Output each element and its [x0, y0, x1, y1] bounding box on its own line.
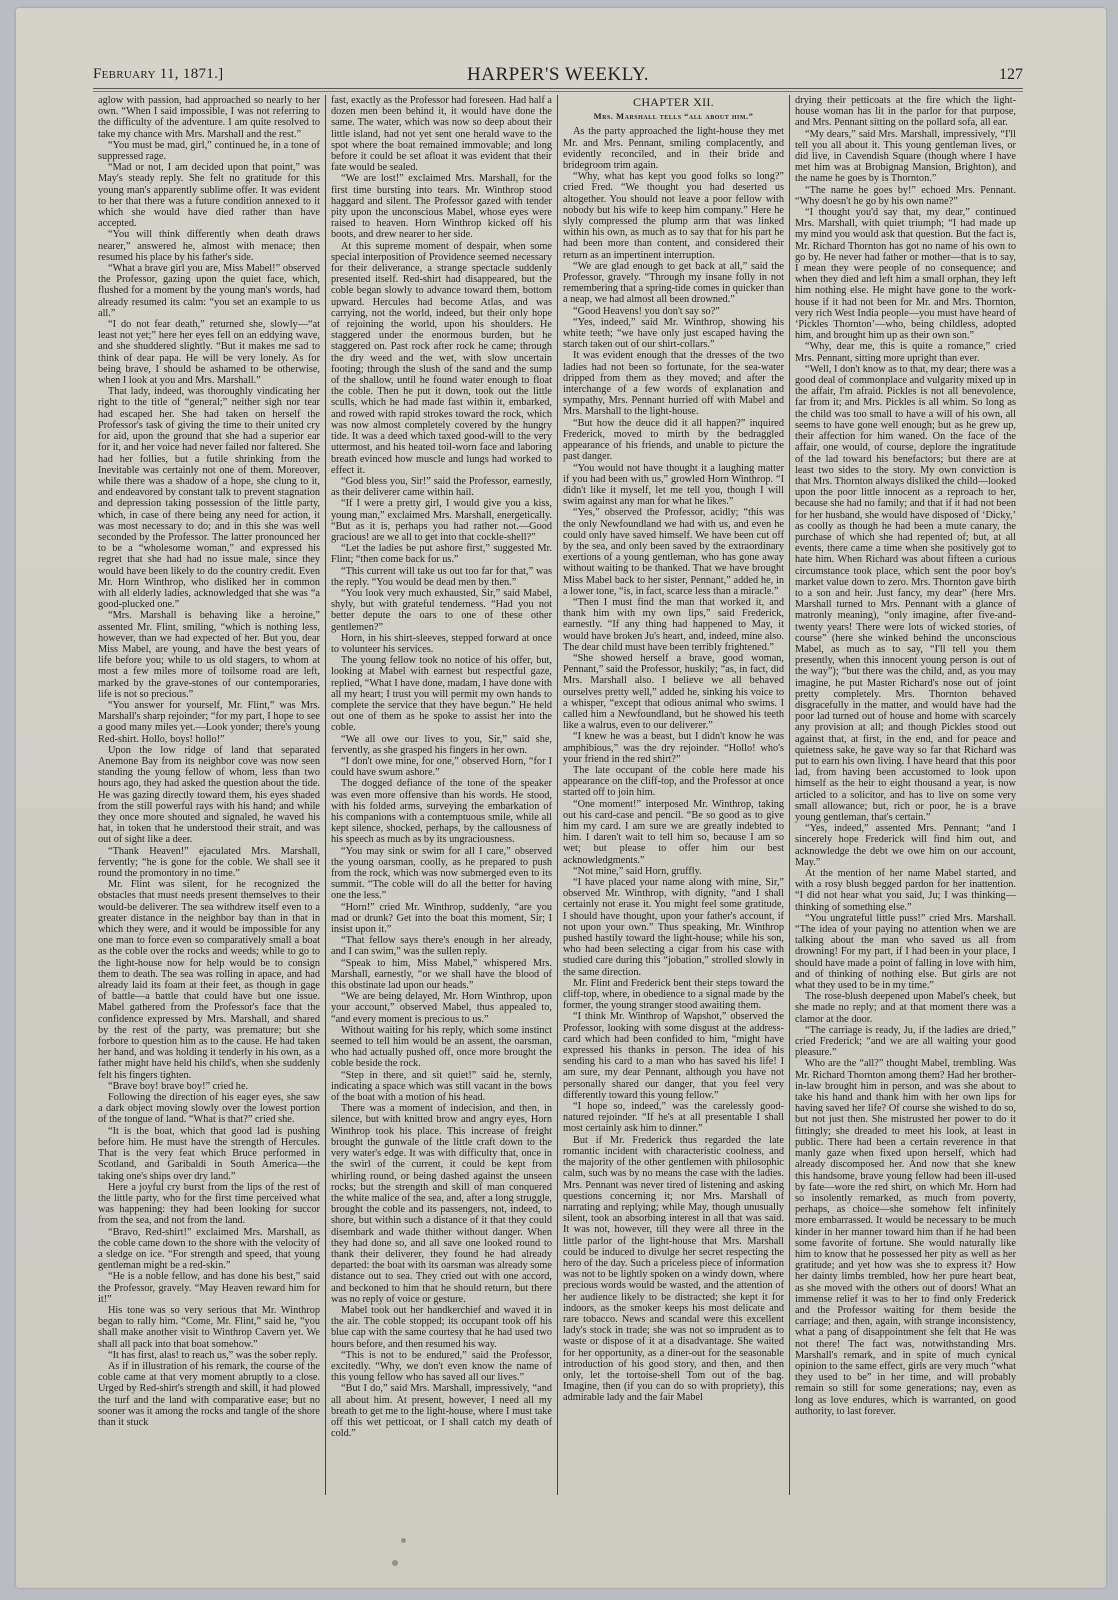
paragraph: “But I do,” said Mrs. Marshall, impressively, “and all about him. At present, however, I need all my breath to get me to the light-house, where I must take off this wet petticoat, or I shall catch my death of cold.” [331, 1383, 552, 1440]
paragraph: “Horn!” cried Mr. Winthrop, suddenly, “are you mad or drunk? Get into the boat this moment, Sir; I insist upon it.” [331, 901, 552, 936]
paragraph: “You will think differently when death draws nearer,” answered he, almost with menace; then resumed his place by his father's side. [98, 229, 320, 263]
paragraph: The rose-blush deepened upon Mabel's cheek, but she made no reply; and at that moment there was a clamor at the door. [795, 991, 1016, 1025]
paragraph: As if in illustration of his remark, the course of the coble came at that very moment abruptly to a close. Urged by Red-shirt's strength and skill, it had plowed the turf and the land with comparative ease; but no sooner was it among the rocks and tangle of the shore than it stuck [98, 1360, 320, 1428]
paragraph: “But how the deuce did it all happen?” inquired Frederick, moved to mirth by the bedraggled appearance of his friends, and unable to picture the past danger. [563, 417, 784, 463]
paragraph: “You must be mad, girl,” continued he, in a tone of suppressed rage. [98, 139, 320, 163]
paragraph: “You look very much exhausted, Sir,” said Mabel, shyly, but with grateful tenderness. “Had you not better depute the oars to one of these other gentlemen?” [331, 587, 552, 633]
paragraph: “You answer for yourself, Mr. Flint,” was Mrs. Marshall's sharp rejoinder; “for my part, I hope to see a good many miles yet.—Look yonder; there's young Red-shirt. Hollo, boys! hollo!” [98, 699, 320, 745]
paragraph: The dogged defiance of the tone of the speaker was even more offensive than his words. He stood, with his folded arms, surveying the embarkation of his companions with a contemptuous smile, while all kept silence, shocked, perhaps, by the callousness of his speech as much as by its ungraciousness. [331, 778, 552, 846]
paragraph: “Speak to him, Miss Mabel,” whispered Mrs. Marshall, earnestly, “or we shall have the blood of this obstinate lad upon our heads.” [331, 957, 552, 992]
paragraph: Mr. Flint and Frederick bent their steps toward the cliff-top, where, in obedience to a signal made by the former, the young stranger stood awaiting them. [563, 977, 784, 1012]
masthead [93, 66, 1023, 86]
paragraph: “Let the ladies be put ashore first,” suggested Mr. Flint; “then come back for us.” [331, 543, 552, 566]
paragraph: Following the direction of his eager eyes, she saw a dark object moving slowly over the lowest portion of the tongue of land. “What is that?” cried she. [98, 1092, 320, 1126]
chapter-subheading: Mrs. Marshall tells “all about him.” [593, 111, 754, 122]
paragraph: “That fellow says there's enough in her already, and I can swim,” was the sullen reply. [331, 935, 552, 958]
paragraph: His tone was so very serious that Mr. Winthrop began to rally him. “Come, Mr. Flint,” said he, “you shall make another visit to Winthrop Cavern yet. We shall all pack into that boat somehow.” [98, 1304, 320, 1350]
article-columns [93, 95, 1023, 1495]
paragraph: The late occupant of the coble here made his appearance on the cliff-top, and the Professor at once started off to join him. [563, 764, 784, 799]
column-3 [557, 95, 789, 1495]
paragraph: aglow with passion, had approached so nearly to her own. “When I said impossible, I was not referring to the difficulty of the adventure. I am quite resolved to take my chance with Mrs. Marshall and the rest.” [98, 95, 320, 140]
paragraph: “Mad or not, I am decided upon that point,” was May's steady reply. She felt no gratitude for this young man's apparently sublime offer. It was evident to her that there was a future condition annexed to it which she would have died rather than have accepted. [98, 162, 320, 230]
ink-spot [401, 1538, 406, 1543]
paragraph: “I don't owe mine, for one,” observed Horn, “for I could have swum ashore.” [331, 755, 552, 779]
paragraph: There was a moment of indecision, and then, in silence, but with knitted brow and angry eyes, Horn Winthrop took his place. This increase of freight brought the gunwale of the little craft down to the very water's edge. It was with difficulty that, once in the swirl of the current, it could be kept from whirling round, or being dashed against the unseen rocks; but the strength and skill of man conquered the white malice of the sea, and, after a long struggle, brought the coble and its passengers, not, indeed, to shore, but within such a distance of it that they could disembark and wade thither without danger. When they had done so, and all save one looked round to thank their deliverer, they found he had already departed: the boat with its oarsman was already some distance out to sea. They cried out with one accord, and beckoned to him that he should return, but there was no reply of voice or gesture. [331, 1103, 552, 1305]
paragraph: “One moment!” interposed Mr. Winthrop, taking out his card-case and pencil. “Be so good as to give him my card. I am sure we are greatly indebted to him. I daren't wait to tell him so, because I am so wet; but please to offer him our best acknowledgments.” [563, 798, 784, 866]
paragraph: “The name he goes by!” echoed Mrs. Pennant. “Why doesn't he go by his own name?” [795, 184, 1016, 207]
paragraph: Who are the “all?” thought Mabel, trembling. Was Mr. Richard Thornton among them? Had her brother-in-law brought him in person, and was she about to take his hand and thank him with her own lips for having saved her life? Of course she wished to do so, but not just then. She mistrusted her power to do it fittingly; she dreaded to meet his look, at least in public. There had been a certain reverence in that manly gaze when fixed upon herself, which had already discomposed her. And now that she knew this handsome, brave young fellow had been ill-used by fate—wore the red shirt, on which Mr. Horn had so insolently remarked, as much from poverty, perhaps, as choice—she somehow felt infinitely more embarrassed. It would be necessary to be much kinder in her manner toward him than if he had been some favorite of fortune. She would naturally like him to know that he possessed her pity as well as her gratitude; and yet how was she to express it? How her dainty limbs trembled, how her pure heart beat, as she moved with the others out of doors! What an immense relief it was to her to find only Frederick and the Professor waiting for them beside the carriage; and then, again, with strange inconsistency, what a pang of disappointment she felt that He was not there! The fact was, notwithstanding Mrs. Marshall's remark, and in spite of much cynical opinion to the same effect, girls are very much “what they used to be” in her time, and will probably remain so still for some generations; nay, even as long as love endures, which is warranted, on good authority, to last forever. [795, 1058, 1016, 1417]
ink-spot [392, 1560, 398, 1566]
paragraph: “Thank Heaven!” ejaculated Mrs. Marshall, fervently; “he is gone for the coble. We shall see it round the promontory in no time.” [98, 845, 320, 880]
paragraph: Here a joyful cry burst from the lips of the rest of the little party, who for the first time perceived what was happening: they had been looking for succor from the sea, and not from the land. [98, 1181, 320, 1227]
paragraph: “He is a noble fellow, and has done his best,” said the Professor, gravely. “May Heaven reward him for it!” [98, 1271, 320, 1305]
paragraph: “We are glad enough to get back at all,” said the Professor, gravely. “Through my insane folly in not remembering that a spring-tide comes in quicker than a neap, we had almost all been drowned.” [563, 260, 784, 306]
paragraph: drying their petticoats at the fire which the light-house woman has lit in the parlor for that purpose, and Mrs. Pennant sitting on the pollard sofa, all ear. [795, 95, 1016, 129]
paragraph: “We are lost!” exclaimed Mrs. Marshall, for the first time bursting into tears. Mr. Winthrop stood haggard and silent. The Professor gazed with tender pity upon the unconscious Mabel, whose eyes were raised to heaven. Horn Winthrop kicked off his boots, and drew nearer to her side. [331, 173, 552, 241]
column-2 [325, 95, 557, 1495]
paragraph: Without waiting for his reply, which some instinct seemed to tell him would be an assent, the oarsman, who had actually pushed off, once more brought the coble beside the rock. [331, 1024, 552, 1070]
paragraph: “This current will take us out too far for that,” was the reply. “You would be dead men by then.” [331, 565, 552, 588]
issue-date: February 11, 1871.] [93, 66, 224, 82]
paragraph: “My dears,” said Mrs. Marshall, impressively, “I'll tell you all about it. This young gentleman lives, or did live, in Cavendish Square (though where I have met him was at Brobignag Mansion, Brighton), and the name he goes by is Thornton.” [795, 128, 1016, 185]
paragraph: “I hope so, indeed,” was the carelessly good-natured rejoinder. “If he's at all presentable I shall most certainly ask him to dinner.” [563, 1101, 784, 1135]
paragraph: fast, exactly as the Professor had foreseen. Had half a dozen men been behind it, it would have done the same. The water, which was now so deep about their little island, had not yet sent one herald wave to the spot where the boat remained immovable; and long before it could be set afloat it was evident that their fate would be sealed. [331, 95, 552, 174]
paragraph: “You would not have thought it a laughing matter if you had been with us,” growled Horn Winthrop. “I didn't like it myself, let me tell you, though I will swim against any man for what he likes.” [563, 462, 784, 508]
paragraph: “Brave boy! brave boy!” cried he. [108, 1080, 249, 1092]
paragraph: That lady, indeed, was thoroughly vindicating her right to the title of “general;” neither sigh nor tear had escaped her. She had taken on herself the Professor's task of giving the time to their united cry for aid, upon the ground that she had a superior ear for it, and her voice had never failed nor faltered. She had her follies, but a futile shrinking from the Inevitable was certainly not one of them. Moreover, while there was a shadow of a hope, she clung to it, and endeavored by constant talk to prevent stagnation and depression taking possession of the little party, which, in case of there being any need for action, it was most necessary to do; and in this she was well seconded by the Professor. The latter pronounced her to be a “wholesome woman,” and expressed his regret that she had had no issue male, since they would have been likely to do the country credit. Even Mr. Horn Winthrop, who disliked her in common with all elderly ladies, acknowledged that she was “a good-plucked one.” [98, 386, 320, 611]
paragraph: At this supreme moment of despair, when some special interposition of Providence seemed necessary for their deliverance, a strange spectacle suddenly presented itself. Red-shirt had disappeared, but the coble began slowly to advance toward them, bottom upward. Hercules had become Atlas, and was carrying, not the world, indeed, but their only hope of rejoining the world, upon his shoulders. He staggered under the enormous burden, but he staggered on. Past rock after rock he came; through the dry weed and the wet, with slow uncertain footing; through the slush of the sand and the sump of the shallow, until he found water enough to float the coble. Then he put it down, took out the little sculls, which he had made fast within it, embarked, and rowed with rapid strokes toward the rock, which was now almost completely covered by the hungry tide. It was a deed which taxed good-will to the very uttermost, and his heated toil-worn face and laboring breath evinced how muscle and lungs had worked to effect it. [331, 240, 552, 476]
paragraph: “We are being delayed, Mr. Horn Winthrop, upon your account,” observed Mabel, thus appealed to, “and every moment is precious to us.” [331, 991, 552, 1025]
paragraph: “What a brave girl you are, Miss Mabel!” observed the Professor, gazing upon the quiet face, which, flushed for a moment by the young man's words, had already resumed its calm: “you set an example to us all.” [98, 263, 320, 319]
paragraph: As the party approached the light-house they met Mr. and Mrs. Pennant, smiling complacently, and evidently reconciled, and in their bride and bridegroom trim again. [563, 126, 784, 172]
publication-title: HARPER'S WEEKLY. [467, 64, 649, 85]
paragraph: “I do not fear death,” returned she, slowly—“at least not yet;” here her eyes fell on an eddying wave, and she shuddered slightly. “But it makes me sad to think of dear papa. He will be very lonely. As for being brave, I should be ashamed to be otherwise, when I look at you and Mrs. Marshall.” [98, 319, 320, 387]
paragraph: “The carriage is ready, Ju, if the ladies are dried,” cried Frederick; “and we are all waiting your good pleasure.” [795, 1024, 1016, 1059]
column-1 [93, 95, 325, 1495]
paragraph: “This is not to be endured,” said the Professor, excitedly. “Why, we don't even know the name of this young fellow who has saved all our lives.” [331, 1349, 552, 1384]
paragraph: “We all owe our lives to you, Sir,” said she, fervently, as she grasped his fingers in her own. [331, 733, 552, 756]
paragraph: “Well, I don't know as to that, my dear; there was a good deal of commonplace and vulgarity mixed up in the affair, I'm afraid. Pickles is not all benevolence, far from it; and Mrs. Pickles is all whim. So long as the child was too small to have a will of his own, all seems to have gone well enough; but as he grew up, their affection for him waned. On the face of the affair, one would, of course, deplore the ingratitude of the lad toward his benefactors; but there are at least two sides to the story. My own conviction is that Mrs. Thornton always disliked the child—looked upon the poor little innocent as a reproach to her, because she had no family; and that if it had not been for her husband, she would have disposed of ‘Dicky,’ as coolly as though he had been a mute canary, the purchase of which she had repented of; but, at all events, there came a time when she positively got to hate him. When Richard was about fifteen a curious circumstance took place, which sent the poor boy's market value down to zero. Mrs. Thornton gave birth to a son and heir. Just fancy, my dear” (here Mrs. Marshall turned to Mrs. Pennant with a glance of matronly meaning), “only imagine, after five-and-twenty years! There were lots of wicked stories, of course” (here she winked behind the unconscious Mabel, as much as to say, “I'll tell you them presently, when this innocent young person is out of the way”); “but there was the child, and, as you may imagine, he put Master Richard's nose out of joint pretty completely. Mrs. Thornton behaved disgracefully in the matter, and would have had the poor lad turned out of house and home with scarcely any provision at all; and though Pickles stood out against that, at first, in the end, and for peace and quietness sake, he gave way so far that Richard was put to earn his own living. I have heard that this poor lad, from having been accustomed to look upon himself as the heir to eight thousand a year, is now articled to a solicitor, and has to live on some very small allowance; but, rich or poor, he is a brave young gentleman, that's certain.” [795, 363, 1016, 823]
paragraph: “Why, dear me, this is quite a romance,” cried Mrs. Pennant, sitting more upright than ever. [795, 341, 1016, 364]
paragraph: “You ungrateful little puss!” cried Mrs. Marshall. “The idea of your paying no attention when we are talking about the man who saved us all from drowning! For my part, if I had been in your place, I should have made a point of falling in love with him, and of thinking of nothing else. But girls are not what they used to be in my time.” [795, 912, 1016, 992]
column-4 [789, 95, 1021, 1495]
paragraph: “You may sink or swim for all I care,” observed the young oarsman, coolly, as he prepared to push from the rock, which was now submerged even to its summit. “The coble will do all the better for having one the less.” [331, 845, 552, 902]
paragraph: “If I were a pretty girl, I would give you a kiss, young man,” exclaimed Mrs. Marshall, energetically. “But as it is, perhaps you had rather not.—Good gracious! are we all to get into that cockle-shell?” [331, 498, 552, 543]
paragraph: It was evident enough that the dresses of the two ladies had not been so fortunate, for the sea-water dripped from them as they moved; and after the interchange of a few words of explanation and sympathy, Mrs. Pennant hurried off with Mabel and Mrs. Marshall to the light-house. [563, 350, 784, 418]
paragraph: Mabel took out her handkerchief and waved it in the air. The coble stopped; its occupant took off his blue cap with the same courtesy that he had used two hours before, and then resumed his way. [331, 1304, 552, 1350]
paragraph: “Yes,” observed the Professor, acidly; “this was the only Newfoundland we had with us, and even he could only have saved himself. We have been cut off by the sea, and only been saved by the extraordinary exertions of a young gentleman, who has gone away without waiting to be thanked. That we have brought Miss Mabel back to her sister, Pennant,” added he, in a lower tone, “is, in fact, scarce less than a miracle.” [563, 507, 784, 597]
paragraph: Upon the low ridge of land that separated Anemone Bay from its neighbor cove was now seen standing the young fellow of whom, less than two hours ago, they had asked the question about the tide. He was gazing directly toward them, his eyes shaded from the still powerful rays with his hand; and while they once more shouted and signaled, he waved his hat, in token that he understood their strait, and was out of sight like a deer. [98, 744, 320, 846]
paragraph: The young fellow took no notice of his offer, but, looking at Mabel with earnest but respectful gaze, replied, “What I have done, madam, I have done with all my heart; I trust you will permit my own hands to complete the service that they have begun.” He held out one of them as he spoke to assist her into the coble. [331, 655, 552, 734]
paragraph: “I think Mr. Winthrop of Wapshot,” observed the Professor, looking with some disgust at the address-card which had been confided to him, “might have expressed his thanks in person. The idea of his sending his card to a man who has saved his life! I am sure, my dear Pennant, although you have not personally shared our danger, that you feel very differently toward this young fellow.” [563, 1011, 784, 1101]
paragraph: “It has first, alas! to reach us,” was the sober reply. [108, 1349, 318, 1361]
paragraph: Horn, in his shirt-sleeves, stepped forward at once to volunteer his services. [331, 632, 552, 655]
paragraph: “God bless you, Sir!” said the Professor, earnestly, as their deliverer came within hail. [331, 475, 552, 499]
paragraph: “Then I must find the man that worked it, and thank him with my own lips,” said Frederick, earnestly. “If any thing had happened to May, it would have broken Ju's heart, and, indeed, mine also. The dear child must have been terribly frightened.” [563, 596, 784, 653]
paragraph: Mr. Flint was silent, for he recognized the obstacles that must needs present themselves to their would-be deliverer. The sea withdrew itself even to a greater distance in the neighbor bay than in that in which they were, and it would be impossible for any one man to force even so comparatively small a boat as the coble over the rocks and weeds; while to go to the light-house now for help would be to consign them to death. The sea was rolling in apace, and had already laid its foam at their feet, as though in gage of battle—a battle that could have but one issue. Mabel gathered from the Professor's face that the confidence expressed by Mrs. Marshall, and shared by the rest of the party, was premature; but she forbore to question him as to the cause. He had taken her hand, and was holding it tenderly in his own, as a father might have held his child's, when she suddenly felt his fingers tighten. [98, 879, 320, 1081]
masthead-rule [93, 88, 1023, 89]
masthead-rule [93, 91, 1023, 92]
paragraph: “Step in there, and sit quiet!” said he, sternly, indicating a space which was still vacant in the bows of the boat with a motion of his head. [331, 1069, 552, 1104]
paragraph: “I thought you'd say that, my dear,” continued Mrs. Marshall, with quiet triumph; “I had made up my mind you would ask that question. But the fact is, Mr. Richard Thornton has got no name of his own to go by. He never had father or mother—that is to say, I mean they were people of no consequence; and when they died and left him a small orphan, they left him nothing else. He might have gone to the work-house if it had not been for Mr. and Mrs. Thornton, very rich West India people—you must have heard of ‘Pickles Thornton’—who, being childless, adopted him, and brought him up as their own son.” [795, 207, 1016, 342]
page-number: 127 [999, 66, 1023, 83]
paragraph: “Not mine,” said Horn, gruffly. [573, 865, 702, 877]
paragraph: “Good Heavens! you don't say so?” [573, 305, 720, 317]
paragraph: “Mrs. Marshall is behaving like a heroine,” assented Mr. Flint, smiling, “which is nothing less, however, than we had expected of her. But you, dear Miss Mabel, are young, and have the best years of life before you; while to us old stagers, to whom at most a few miles more of toilsome road are left, marked by the grave-stones of our contemporaries, life is not so precious.” [98, 610, 320, 700]
paragraph: But if Mr. Frederick thus regarded the late romantic incident with characteristic coolness, and the majority of the other gentlemen with philosophic calm, such was by no means the case with the ladies. Mrs. Pennant was never tired of listening and asking questions concerning it; nor Mrs. Marshall of narrating and replying; while May, though unusually silent, took an absorbing interest in all that was said. It was not, however, till they were all three in the little parlor of the light-house that Mrs. Marshall could be induced to divulge her secret respecting the hero of the day. Such a priceless piece of information was not to be lightly spoken on a windy down, where precious words would be wasted, and the attention of her audience likely to be distracted; she kept it for indoors, as the smoker keeps his most delicate and rare tobacco. News and scandal were this excellent lady's stock in trade; she was not so imprudent as to waste or dispose of it at a disadvantage. She waited for her opportunity, as a diner-out for the seasonable introduction of his good story, and then, and then only, let the tortoise-shell Tom out of the bag. Imagine, then (if you can do so with propriety), this admirable lady and the fair Mabel [563, 1134, 784, 1404]
paragraph: “Bravo, Red-shirt!” exclaimed Mrs. Marshall, as the coble came down to the shore with the velocity of a sledge on ice. “For strength and speed, that young gentleman might be a red-skin.” [98, 1226, 320, 1272]
chapter-heading: CHAPTER XII. [633, 95, 714, 109]
paragraph: “Yes, indeed,” assented Mrs. Pennant; “and I sincerely hope Frederick will find him out, and acknowledge the debt we owe him on our account, May.” [795, 823, 1016, 868]
paragraph: “Why, what has kept you good folks so long?” cried Fred. “We thought you had deserted us altogether. You should not leave a poor fellow with nobody but his wife to keep him company.” Here he slyly compressed the plump arm that was linked within his own, as much as to say that for his part he had been more than content, and considered their return as an impertinent interruption. [563, 171, 784, 261]
paragraph: “She showed herself a brave, good woman, Pennant,” said the Professor, huskily; “as, in fact, did Mrs. Marshall also. I believe we all behaved ourselves pretty well,” added he, sinking his voice to a whisper, “except that odious animal who swims. I called him a Newfoundland, but he showed his teeth like a walrus, even to our deliverer.” [563, 652, 784, 732]
paragraph: At the mention of her name Mabel started, and with a rosy blush begged pardon for her inattention. “I did not hear what you said, Ju; I was thinking—thinking of something else.” [795, 868, 1016, 913]
paragraph: “Yes, indeed,” said Mr. Winthrop, showing his white teeth; “we have only just escaped having the starch taken out of our shirt-collars.” [563, 316, 784, 351]
paragraph: “I knew he was a beast, but I didn't know he was amphibious,” was the dry rejoinder. “Hollo! who's your friend in the red shirt?” [563, 731, 784, 765]
paragraph: “I have placed your name along with mine, Sir,” observed Mr. Winthrop, with dignity, “and I shall certainly not erase it. You might feel some gratitude, I should have thought, upon your father's account, if not upon your own.” Thus speaking, Mr. Winthrop pushed hastily toward the light-house; while his son, who had been selecting a cigar from his case with studied care during this “jobation,” strolled slowly in the same direction. [563, 877, 784, 978]
paragraph: “It is the boat, which that good lad is pushing before him. He must have the strength of Hercules. That is the very feat which Bruce performed in Scotland, and Garibaldi in South America—the taking one's ships over dry land.” [98, 1125, 320, 1182]
